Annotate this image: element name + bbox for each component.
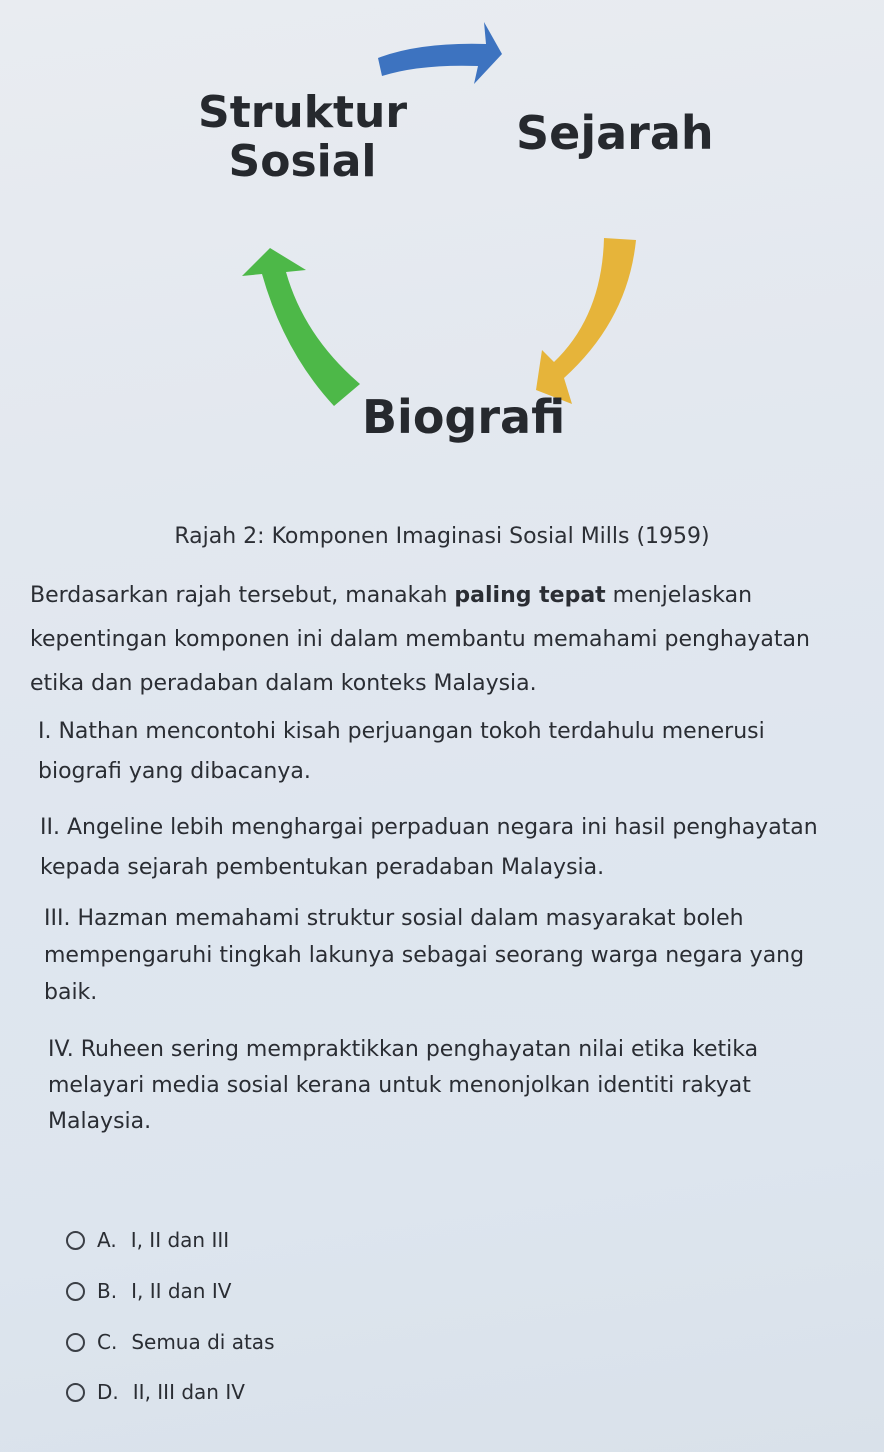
statement-3: III. Hazman memahami struktur sosial dalam masyarakat boleh mempengaruhi tingkah lakunya sebagai seorang warga negara yang baik. [44, 906, 805, 1005]
option-b-radio[interactable] [66, 1282, 85, 1301]
node-struktur-sosial [198, 88, 407, 187]
node-biografi: Biografi [362, 390, 566, 444]
option-b-letter: B. [97, 1279, 118, 1303]
option-c-text: Semua di atas [131, 1330, 275, 1354]
arrow-biografi-to-struktur [242, 248, 360, 406]
option-b[interactable] [66, 1279, 231, 1303]
option-a-letter: A. [97, 1228, 117, 1252]
question-text [30, 574, 850, 706]
option-d-text: II, III dan IV [132, 1380, 245, 1404]
option-d[interactable] [66, 1380, 245, 1404]
question-text-before: Berdasarkan rajah tersebut, manakah [30, 583, 455, 608]
node-sejarah: Sejarah [516, 106, 714, 160]
option-c[interactable] [66, 1330, 274, 1354]
option-c-radio[interactable] [66, 1333, 85, 1352]
figure-caption: Rajah 2: Komponen Imaginasi Sosial Mills (1959) [174, 524, 710, 549]
option-b-text: I, II dan IV [131, 1279, 232, 1303]
option-d-letter: D. [97, 1380, 119, 1404]
question-text-after: menjelaskan kepentingan komponen ini dalam membantu memahami penghayatan etika dan peradaban dalam konteks Malaysia. [30, 583, 810, 696]
option-a-radio[interactable] [66, 1231, 85, 1250]
node-struktur-line2: Sosial [228, 136, 377, 188]
arrow-sejarah-to-biografi [536, 238, 636, 404]
node-struktur-line1: Struktur [198, 87, 408, 138]
imaginasi-sosial-diagram [0, 0, 884, 480]
option-c-letter: C. [97, 1330, 118, 1354]
statement-1: I. Nathan mencontohi kisah perjuangan tokoh terdahulu menerusi biografi yang dibacanya. [38, 719, 765, 784]
option-d-radio[interactable] [66, 1383, 85, 1402]
option-a-text: I, II dan III [130, 1228, 230, 1252]
question-text-bold: paling tepat [454, 583, 606, 608]
statement-4: IV. Ruheen sering mempraktikkan penghayatan nilai etika ketika melayari media sosial kerana untuk menonjolkan identiti rakyat Malaysia. [48, 1037, 759, 1134]
option-a[interactable] [66, 1228, 229, 1252]
arrow-struktur-to-sejarah [378, 22, 502, 84]
statement-2: II. Angeline lebih menghargai perpaduan negara ini hasil penghayatan kepada sejarah pembentukan peradaban Malaysia. [40, 815, 818, 880]
